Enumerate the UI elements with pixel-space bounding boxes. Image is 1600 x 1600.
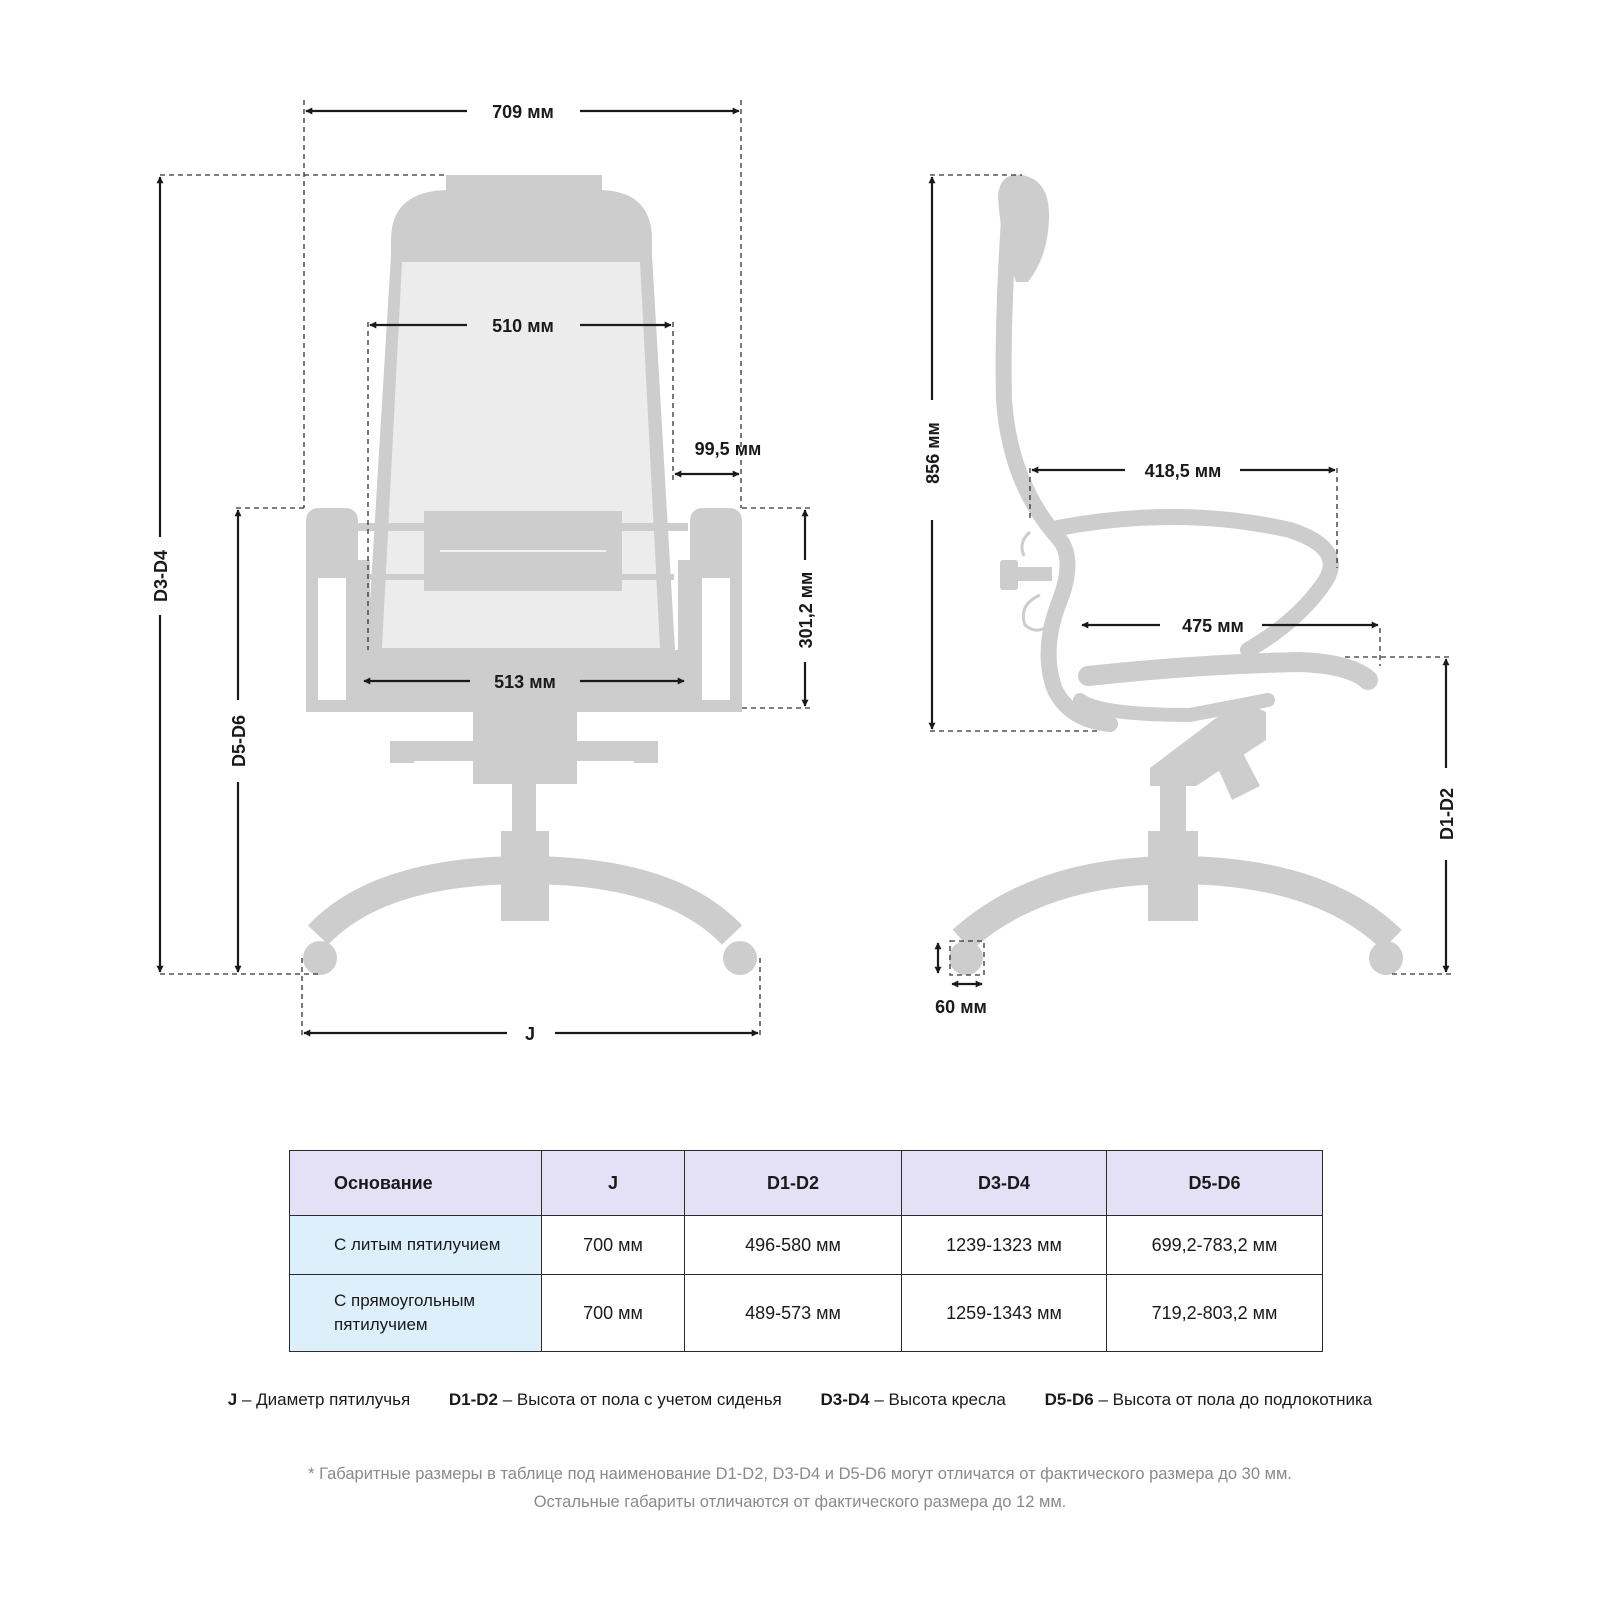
legend-key: J <box>227 1390 238 1409</box>
table-row <box>290 1216 1323 1275</box>
legend-text: – Высота кресла <box>874 1390 1006 1409</box>
dim-width-total: 709 мм <box>492 102 554 122</box>
front-mechanism-plate <box>390 741 658 761</box>
legend-key: D5-D6 <box>1044 1390 1094 1409</box>
table-header-d3d4: D3-D4 <box>902 1151 1107 1216</box>
table-cell-j: 700 мм <box>542 1275 685 1352</box>
dim-height-total: D3-D4 <box>151 549 171 603</box>
legend-key: D1-D2 <box>448 1390 499 1409</box>
table-cell-d3d4: 1259-1343 мм <box>902 1275 1107 1352</box>
side-backrest <box>1004 205 1110 724</box>
table-header-j: J <box>542 1151 685 1216</box>
table-header-d5d6: D5-D6 <box>1107 1151 1323 1216</box>
front-view-chair <box>303 175 757 975</box>
legend <box>0 1390 1600 1410</box>
side-knob-stem <box>1018 567 1052 581</box>
front-headrest <box>391 190 652 262</box>
dim-back-height: 856 мм <box>923 422 943 484</box>
dim-seat-floor: D1-D2 <box>1437 787 1457 841</box>
table-cell-d1d2: 489-573 мм <box>685 1275 902 1352</box>
table-header-row <box>290 1151 1323 1216</box>
dim-armrest-floor: D5-D6 <box>229 714 249 768</box>
table-cell-base: С прямоугольным пятилучием <box>290 1275 542 1352</box>
spec-table <box>289 1150 1323 1352</box>
side-view-chair <box>949 175 1403 975</box>
table-header-base: Основание <box>290 1151 542 1216</box>
legend-text: – Диаметр пятилучья <box>241 1390 411 1409</box>
dim-seat-depth: 475 мм <box>1182 616 1244 636</box>
legend-item <box>449 1390 782 1409</box>
dim-back-width: 510 мм <box>492 316 554 336</box>
front-mechanism-tab-left <box>390 755 414 763</box>
dim-caster-size: 60 мм <box>935 997 987 1017</box>
table-cell-d5d6: 699,2-783,2 мм <box>1107 1216 1323 1275</box>
front-armrest-left-support <box>306 560 370 712</box>
legend-item <box>1045 1390 1373 1409</box>
footnotes <box>0 1460 1600 1516</box>
legend-item <box>821 1390 1006 1409</box>
table-cell-j: 700 мм <box>542 1216 685 1275</box>
dim-armrest-height: 301,2 мм <box>796 571 816 649</box>
table-header-d1d2: D1-D2 <box>685 1151 902 1216</box>
table-row <box>290 1275 1323 1352</box>
front-gas-lift <box>512 784 536 832</box>
front-mechanism-tab-right <box>634 755 658 763</box>
dim-armrest-offset: 99,5 мм <box>694 439 762 459</box>
side-tension-knob <box>1000 560 1018 590</box>
legend-text: – Высота от пола до подлокотника <box>1098 1390 1373 1409</box>
side-caster-right <box>1369 941 1403 975</box>
legend-key: D3-D4 <box>820 1390 870 1409</box>
side-gas-lift <box>1160 786 1186 834</box>
front-armrest-right-support <box>678 560 742 712</box>
legend-item <box>228 1390 410 1409</box>
table-cell-d5d6: 719,2-803,2 мм <box>1107 1275 1323 1352</box>
legend-text: – Высота от пола с учетом сиденья <box>502 1390 782 1409</box>
front-caster-right <box>723 941 757 975</box>
front-crossbar-lower <box>368 574 674 580</box>
dim-base-diameter: J <box>524 1024 536 1044</box>
side-caster-left <box>949 941 983 975</box>
table-cell-d1d2: 496-580 мм <box>685 1216 902 1275</box>
side-seat <box>1088 662 1368 680</box>
footnote-tolerance-other: Остальные габариты отличаются от фактического размера до 12 мм. <box>533 1493 1067 1511</box>
front-crossbar <box>350 523 688 531</box>
footnote-tolerance-main: * Габаритные размеры в таблице под наименование D1-D2, D3-D4 и D5-D6 могут отличатся от фактического размера до 30 мм. <box>308 1465 1292 1483</box>
dim-seat-depth-top: 418,5 мм <box>1144 461 1222 481</box>
table-cell-base: С литым пятилучием <box>290 1216 542 1275</box>
dim-seat-width: 513 мм <box>494 672 556 692</box>
front-caster-left <box>303 941 337 975</box>
table-cell-d3d4: 1239-1323 мм <box>902 1216 1107 1275</box>
